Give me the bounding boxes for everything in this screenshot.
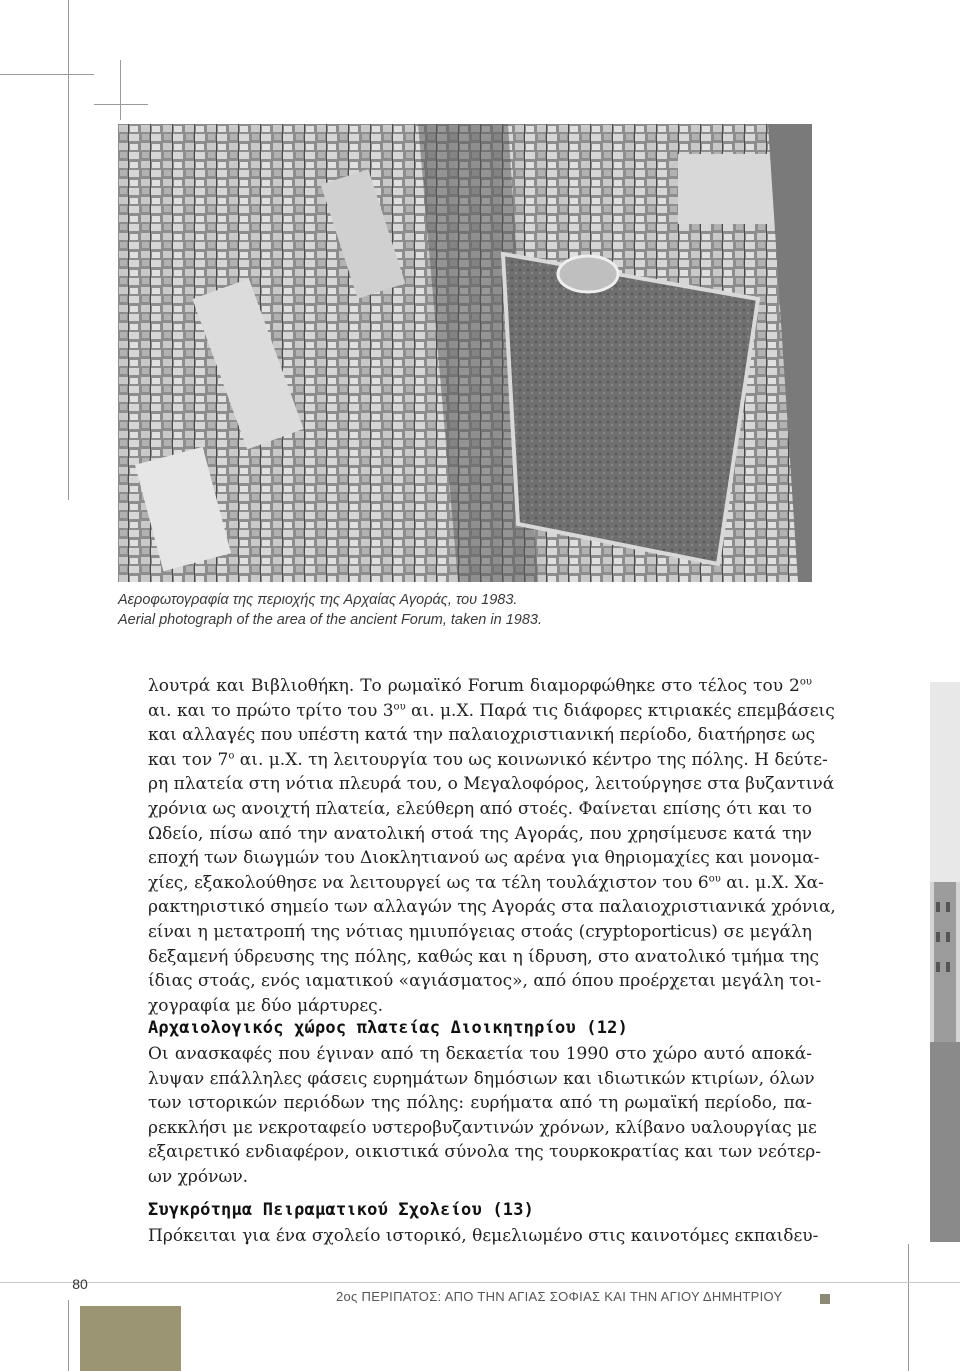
- photo-caption: [118, 590, 818, 630]
- text-line: λυψαν επάλληλες φάσεις ευρημάτων δημόσιων και ιδιωτικών κτιρίων, όλων: [148, 1068, 815, 1089]
- text-line: εποχή των διωγμών του Διοκλητιανού ως αρένα για θηριομαχίες και μονομα-: [148, 848, 820, 869]
- body-paragraph: [148, 674, 836, 1018]
- running-title: 2ος ΠΕΡΙΠΑΤΟΣ: ΑΠΟ ΤΗΝ ΑΓΙΑΣ ΣΟΦΙΑΣ ΚΑΙ ΤΗΝ ΑΓΙΟΥ ΔΗΜΗΤΡΙΟΥ: [336, 1289, 783, 1304]
- text-line: Οι ανασκαφές που έγιναν από τη δεκαετία του 1990 στο χώρο αυτό αποκά-: [148, 1044, 812, 1064]
- text-line: ρεκκλήσι με νεκροταφείο υστεροβυζαντινών χρόνων, κλίβανο υαλουργίας με: [148, 1117, 817, 1138]
- city-building-photo-icon: [930, 682, 960, 1242]
- crop-mark: [908, 1244, 909, 1371]
- text-line: ρη πλατεία στη νότια πλευρά του, ο Μεγαλοφόρος, λειτούργησε στα βυζαντινά: [148, 774, 835, 795]
- text-line: ίδιας στοάς, ενός ιαματικού «αγιάσματος», από όπου προέρχεται μεγάλη τοι-: [148, 971, 822, 992]
- page-number: 80: [72, 1276, 88, 1292]
- crop-mark: [0, 74, 94, 75]
- text-line: ρακτηριστικό σημείο των αλλαγών της Αγοράς στα παλαιοχριστιανικά χρόνια,: [148, 897, 836, 918]
- crop-mark: [68, 0, 69, 500]
- text-line: αι. και το πρώτο τρίτο του $3^{o\upsilon}$ αι. μ.Χ. Παρά τις διάφορες κτιριακές επεμβάσεις: [148, 700, 835, 721]
- footer-square-icon: [820, 1294, 830, 1304]
- section-paragraph: [148, 1042, 822, 1190]
- text-line: λουτρά και Βιβλιοθήκη. Το ρωμαϊκό Forum διαμορφώθηκε στο τέλος του $2^{o\upsilon}$: [148, 676, 812, 696]
- aerial-photo: [118, 124, 812, 582]
- section-heading: Αρχαιολογικός χώρος πλατείας Διοικητηρίου (12): [148, 1018, 629, 1038]
- footer-rule: [0, 1282, 960, 1283]
- crop-mark: [68, 1300, 69, 1371]
- crop-mark: [120, 60, 121, 120]
- text-line: χρόνια ως ανοιχτή πλατεία, ελεύθερη από στοές. Φαίνεται επίσης ότι και το: [148, 798, 812, 819]
- caption-greek: Αεροφωτογραφία της περιοχής της Αρχαίας Αγοράς, του 1983.: [118, 592, 518, 608]
- side-photo: [930, 682, 960, 1242]
- text-line: εξαιρετικό ενδιαφέρον, οικιστικά σύνολα της τουρκοκρατίας και των νεότερ-: [148, 1142, 822, 1163]
- footer-color-block: [80, 1306, 181, 1371]
- text-line: ων χρόνων.: [148, 1166, 249, 1187]
- aerial-city-photo-icon: [118, 124, 812, 582]
- text-line: είναι η μετατροπή της νότιας ημιυπόγειας στοάς (cryptoporticus) σε μεγάλη: [148, 921, 812, 942]
- text-line: Ωδείο, πίσω από την ανατολική στοά της Αγοράς, που χρησίμευσε κατά την: [148, 823, 812, 844]
- text-line: χογραφία με δύο μάρτυρες.: [148, 995, 384, 1016]
- text-line: και αλλαγές που υπέστη κατά την παλαιοχριστιανική περίοδο, διατήρησε ως: [148, 725, 815, 746]
- text-line: δεξαμενή ύδρευσης της πόλης, καθώς και η ίδρυση, στο ανατολικό τμήμα της: [148, 946, 819, 967]
- caption-english: Aerial photograph of the area of the ancient Forum, taken in 1983.: [118, 612, 542, 628]
- section-heading: Συγκρότημα Πειραματικού Σχολείου (13): [148, 1200, 535, 1220]
- crop-mark: [94, 104, 148, 105]
- text-line: και τον $7^o$ αι. μ.Χ. τη λειτουργία του ως κοινωνικό κέντρο της πόλης. Η δεύτε-: [148, 749, 828, 770]
- text-line: χίες, εξακολούθησε να λειτουργεί ως τα τέλη τουλάχιστον του $6^{o\upsilon}$ αι. μ.Χ. Χα-: [148, 872, 824, 893]
- text-line: Πρόκειται για ένα σχολείο ιστορικό, θεμελιωμένο στις καινοτόμες εκπαιδευ-: [148, 1226, 819, 1246]
- section-paragraph: [148, 1224, 819, 1249]
- text-line: των ιστορικών περιόδων της πόλης: ευρήματα από τη ρωμαϊκή περίοδο, πα-: [148, 1093, 812, 1114]
